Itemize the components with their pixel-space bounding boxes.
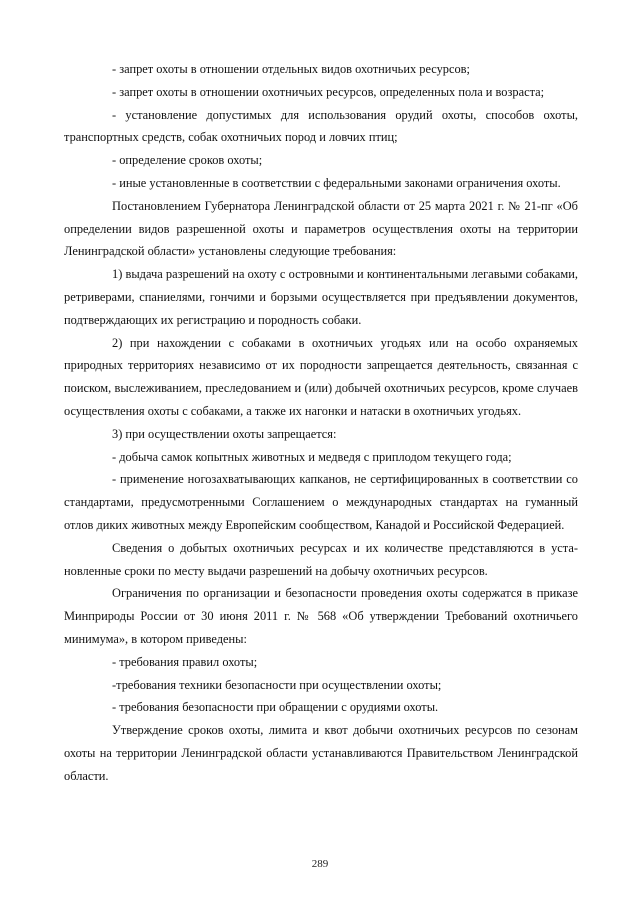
document-body xyxy=(64,58,578,788)
paragraph-ban-females: - добыча самок копытных животных и медведя с приплодом текущего года; xyxy=(112,449,512,464)
paragraph-limits-approval: Утверждение сроков охоты, лимита и квот добычи охотничьих ресурсов по сезонам охоты на территории Ленинградской области устанавливаются Правительством Ленинградской области. xyxy=(64,723,578,783)
paragraph-requirement-2: 2) при нахождении с собаками в охотничьих угодьях или на особо охраняемых природных территориях независимо от их породности запрещается деятельность, связанная с поиском, выслеживанием, преследованием и (или) добычей охотничьих ресурсов, кроме случаев осуществления охоты с собаками, а также их нагонки и натаски в охотничьих угодьях. xyxy=(64,335,578,418)
paragraph-allowed-tools: - установление допустимых для использования орудий охоты, способов охоты, транспортных средств, собак охотничьих пород и ловчих птиц; xyxy=(64,107,578,145)
paragraph-safety-techniques: -требования техники безопасности при осуществлении охоты; xyxy=(112,677,442,692)
paragraph-requirement-3: 3) при осуществлении охоты запрещается: xyxy=(112,426,337,441)
paragraph-ban-traps: - применение ногозахватывающих капканов, не сертифицированных в соответствии со стандартами, предусмотренными Соглашением о международных стандартах на гуманный отлов диких животных между Европейским сообществом, Канадой и Российской Федерацией. xyxy=(64,472,578,532)
page-number: 289 xyxy=(311,858,329,870)
paragraph-hunting-rules: - требования правил охоты; xyxy=(112,654,258,669)
paragraph-hunting-ban-sex-age: - запрет охоты в отношении охотничьих ресурсов, определенных пола и возраста; xyxy=(112,84,545,99)
paragraph-governor-decree: Постановлением Губернатора Ленинградской области от 25 марта 2021 г. № 21-пг «Об определении видов разрешенной охоты и параметров осуществления охоты на территории Ленинградской области» установлены следующие требования: xyxy=(64,198,578,259)
paragraph-hunting-seasons: - определение сроков охоты; xyxy=(112,153,263,168)
paragraph-hunting-ban-species: - запрет охоты в отношении отдельных видов охотничьих ресурсов; xyxy=(112,62,470,76)
paragraph-harvest-reporting: Сведения о добытых охотничьих ресурсах и их количестве представляются в установленные сроки по месту выдачи разрешений на добычу охотничьих ресурсов. xyxy=(64,540,578,578)
paragraph-other-restrictions: - иные установленные в соответствии с федеральными законами ограничения охоты. xyxy=(112,175,561,190)
paragraph-ministry-order: Ограничения по организации и безопасности проведения охоты содержатся в приказе Минприроды России от 30 июня 2011 г. № 568 «Об утверждении Требований охотничьего минимума», в котором приведены: xyxy=(64,586,578,646)
paragraph-requirement-1: 1) выдача разрешений на охоту с островными и континентальными легавыми собаками, ретриверами, спаниелями, гончими и борзыми осуществляется при предъявлении документов, подтверждающих их регистрацию и породность собаки. xyxy=(64,267,578,327)
paragraph-weapon-safety: - требования безопасности при обращении с орудиями охоты. xyxy=(112,700,439,715)
